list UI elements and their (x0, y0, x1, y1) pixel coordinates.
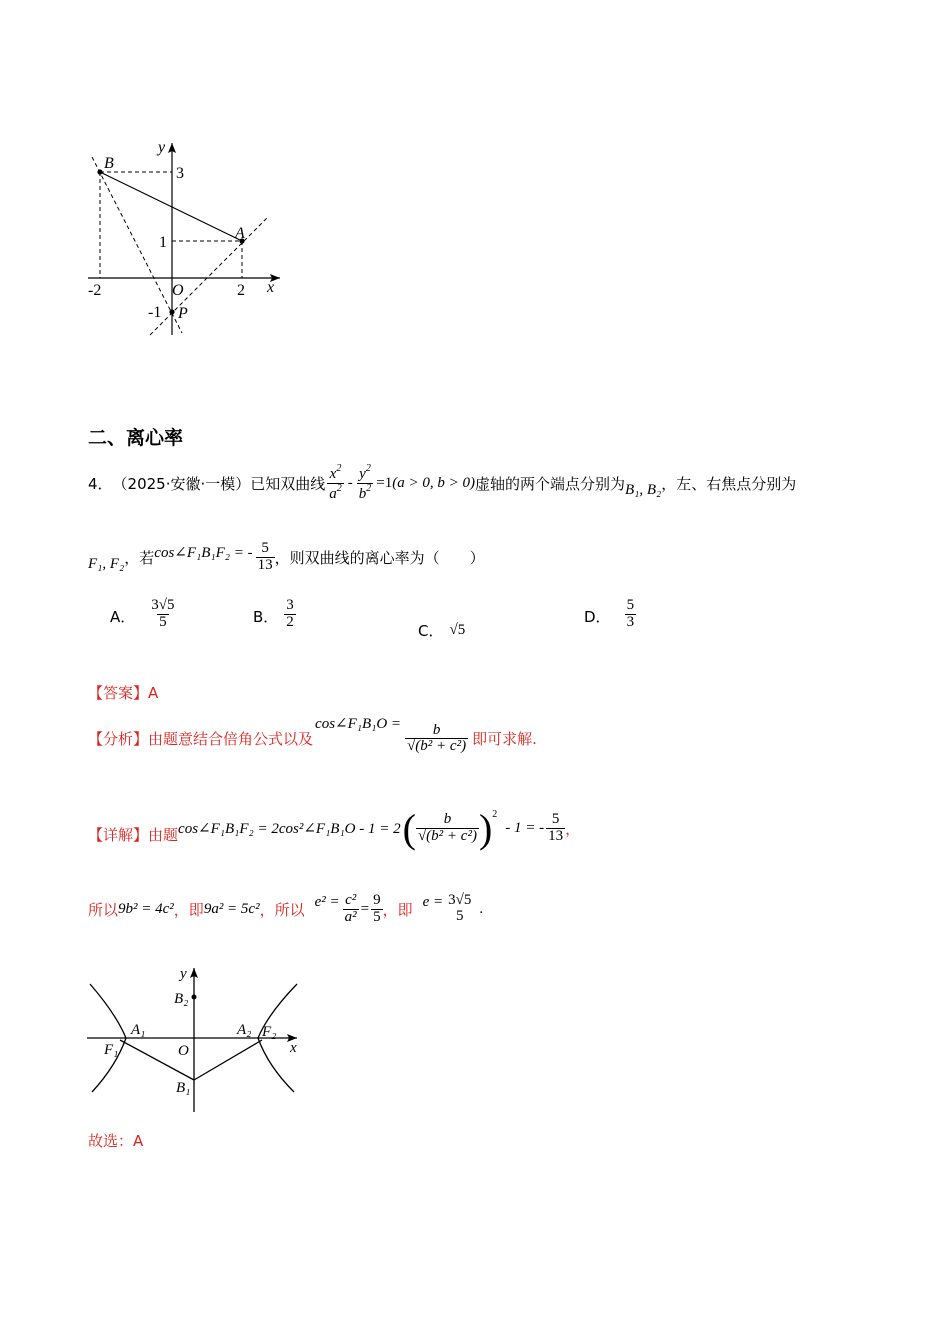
option-B-value: $\frac{3}{2}$ (286, 597, 294, 630)
problem-line-1: 4． （2025·安徽·一模）已知双曲线 $\frac{x^2}{a^2}$ - $\frac{y^2}{b^2}$ =1 (a > 0, b > 0) 虚轴的两个端点分别为 B₁, B₂ ，左、右焦点分别为 (88, 462, 797, 502)
label-A1: A₁ (131, 1022, 146, 1038)
problem-line-2 (88, 532, 485, 582)
text-3: ，若 (124, 548, 155, 567)
figure-hyperbola-diagram (82, 962, 307, 1117)
detail-frac: $\frac{b}{\text{√(b² + c²)}}$ (417, 810, 477, 844)
option-B[interactable]: B． $\frac{3}{2}$ (253, 597, 294, 630)
label-B1: B₁ (176, 1080, 191, 1096)
label-B: B (104, 155, 114, 172)
frac-3sqrt5-5: 3√5 5 (448, 892, 472, 924)
label-x: x (290, 1040, 297, 1056)
eq-9a2: 9a² = 5c² (203, 900, 260, 917)
analysis-line (88, 714, 537, 755)
eq-e: e = (422, 893, 444, 910)
analysis-frac: $\frac{b}{\text{√(b² + c²)}}$ (407, 721, 467, 755)
option-A[interactable]: A． $\frac{3√5}{5}$ (110, 597, 175, 630)
detail-tag: 【详解】 (88, 825, 149, 844)
analysis-expr: cos∠F₁B₁O = (315, 716, 402, 732)
option-A-value: $\frac{3√5}{5}$ (151, 597, 175, 630)
label-O: O (178, 1043, 189, 1059)
eq-e2: e² = (314, 893, 340, 910)
text-2: ，左、右焦点分别为 (661, 474, 797, 493)
line-BP (92, 157, 182, 333)
line-PA (150, 217, 268, 335)
label-y: y (180, 966, 187, 982)
analysis-tag: 【分析】 (88, 730, 149, 748)
text-1: 虚轴的两个端点分别为 (474, 474, 625, 493)
detail-result-frac: $\frac{5}{13}$ (548, 810, 564, 844)
segment-B1F2 (194, 1040, 262, 1080)
label-F2: F₂ (262, 1024, 277, 1040)
right-branch-lower (258, 1038, 294, 1092)
eq-right: =1 (376, 474, 393, 491)
points-B1B2: B₁, B₂ (624, 481, 662, 498)
analysis-tail: 即可求解. (472, 730, 537, 748)
option-C[interactable]: C． √5 (418, 622, 466, 640)
label-F1: F₁ (104, 1042, 119, 1058)
cos-expression: cos∠F₁B₁F₂ = - (154, 544, 253, 561)
label-A2: A₂ (237, 1022, 252, 1038)
frac-9-5: $\frac{9}{5}$ (373, 891, 381, 925)
text-4: ，则双曲线的离心率为（ ） (274, 548, 485, 567)
label-minus1: -1 (148, 304, 162, 321)
problem-number: 4． (88, 474, 113, 493)
label-minus2: -2 (88, 282, 102, 299)
label-2: 2 (237, 282, 245, 299)
answer-tag: 【答案】 (88, 684, 149, 702)
label-1: 1 (159, 234, 167, 251)
final-choice: 故选：A (88, 1132, 144, 1150)
problem-source: （2025·安徽·一模）已知双曲线 (112, 474, 326, 493)
detail-expr1: cos∠F₁B₁F₂ = 2cos²∠F₁B₁O - 1 = 2 (178, 820, 401, 837)
label-x: x (267, 279, 275, 296)
label-y: y (158, 139, 166, 156)
conclusion-line: 所以 9b² = 4c² ，即 9a² = 5c² ，所以 e² = $\frac{\text{c²}}{\text{a²}}$ = $\frac{9}{5}$ ，即 e = 3√5 5 . (88, 891, 484, 925)
answer-line (88, 682, 158, 703)
label-O: O (172, 282, 184, 299)
frac-5-13: $\frac{5}{13}$ (257, 539, 273, 573)
option-C-value: √5 (449, 622, 466, 638)
section-title: 二、离心率 (88, 427, 184, 449)
detail-text: 由题 (148, 825, 179, 844)
condition: (a > 0, b > 0) (392, 474, 475, 491)
segment-BA (100, 172, 242, 241)
label-P: P (178, 305, 188, 322)
eq-9b2: 9b² = 4c² (118, 900, 174, 917)
detail-expr2: - 1 = - (505, 819, 545, 836)
figure-coordinate-diagram (80, 135, 295, 345)
label-A: A (235, 225, 245, 242)
label-3: 3 (176, 165, 184, 182)
answer-value: A (148, 684, 159, 702)
analysis-text: 由题意结合倍角公式以及 (148, 730, 314, 748)
left-branch-upper (90, 984, 126, 1038)
frac-c2a2: $\frac{\text{c²}}{\text{a²}}$ (344, 891, 357, 925)
frac-y2b2: $\frac{y^2}{b^2}$ (358, 462, 372, 502)
points-F1F2: F₁, F₂ (88, 555, 125, 572)
label-B2: B₂ (174, 991, 189, 1007)
option-D[interactable]: D． $\frac{5}{3}$ (584, 597, 635, 630)
option-D-value: $\frac{5}{3}$ (626, 597, 635, 630)
frac-x2a2: $\frac{x^2}{a^2}$ (329, 462, 342, 502)
detail-line: 【详解】 由题 cos∠F₁B₁F₂ = 2cos²∠F₁B₁O - 1 = 2 ( $\frac{b}{\text{√(b² + c²)}}$ ) 2 - 1 = - $\frac{5}{13}$ ， (88, 805, 581, 851)
